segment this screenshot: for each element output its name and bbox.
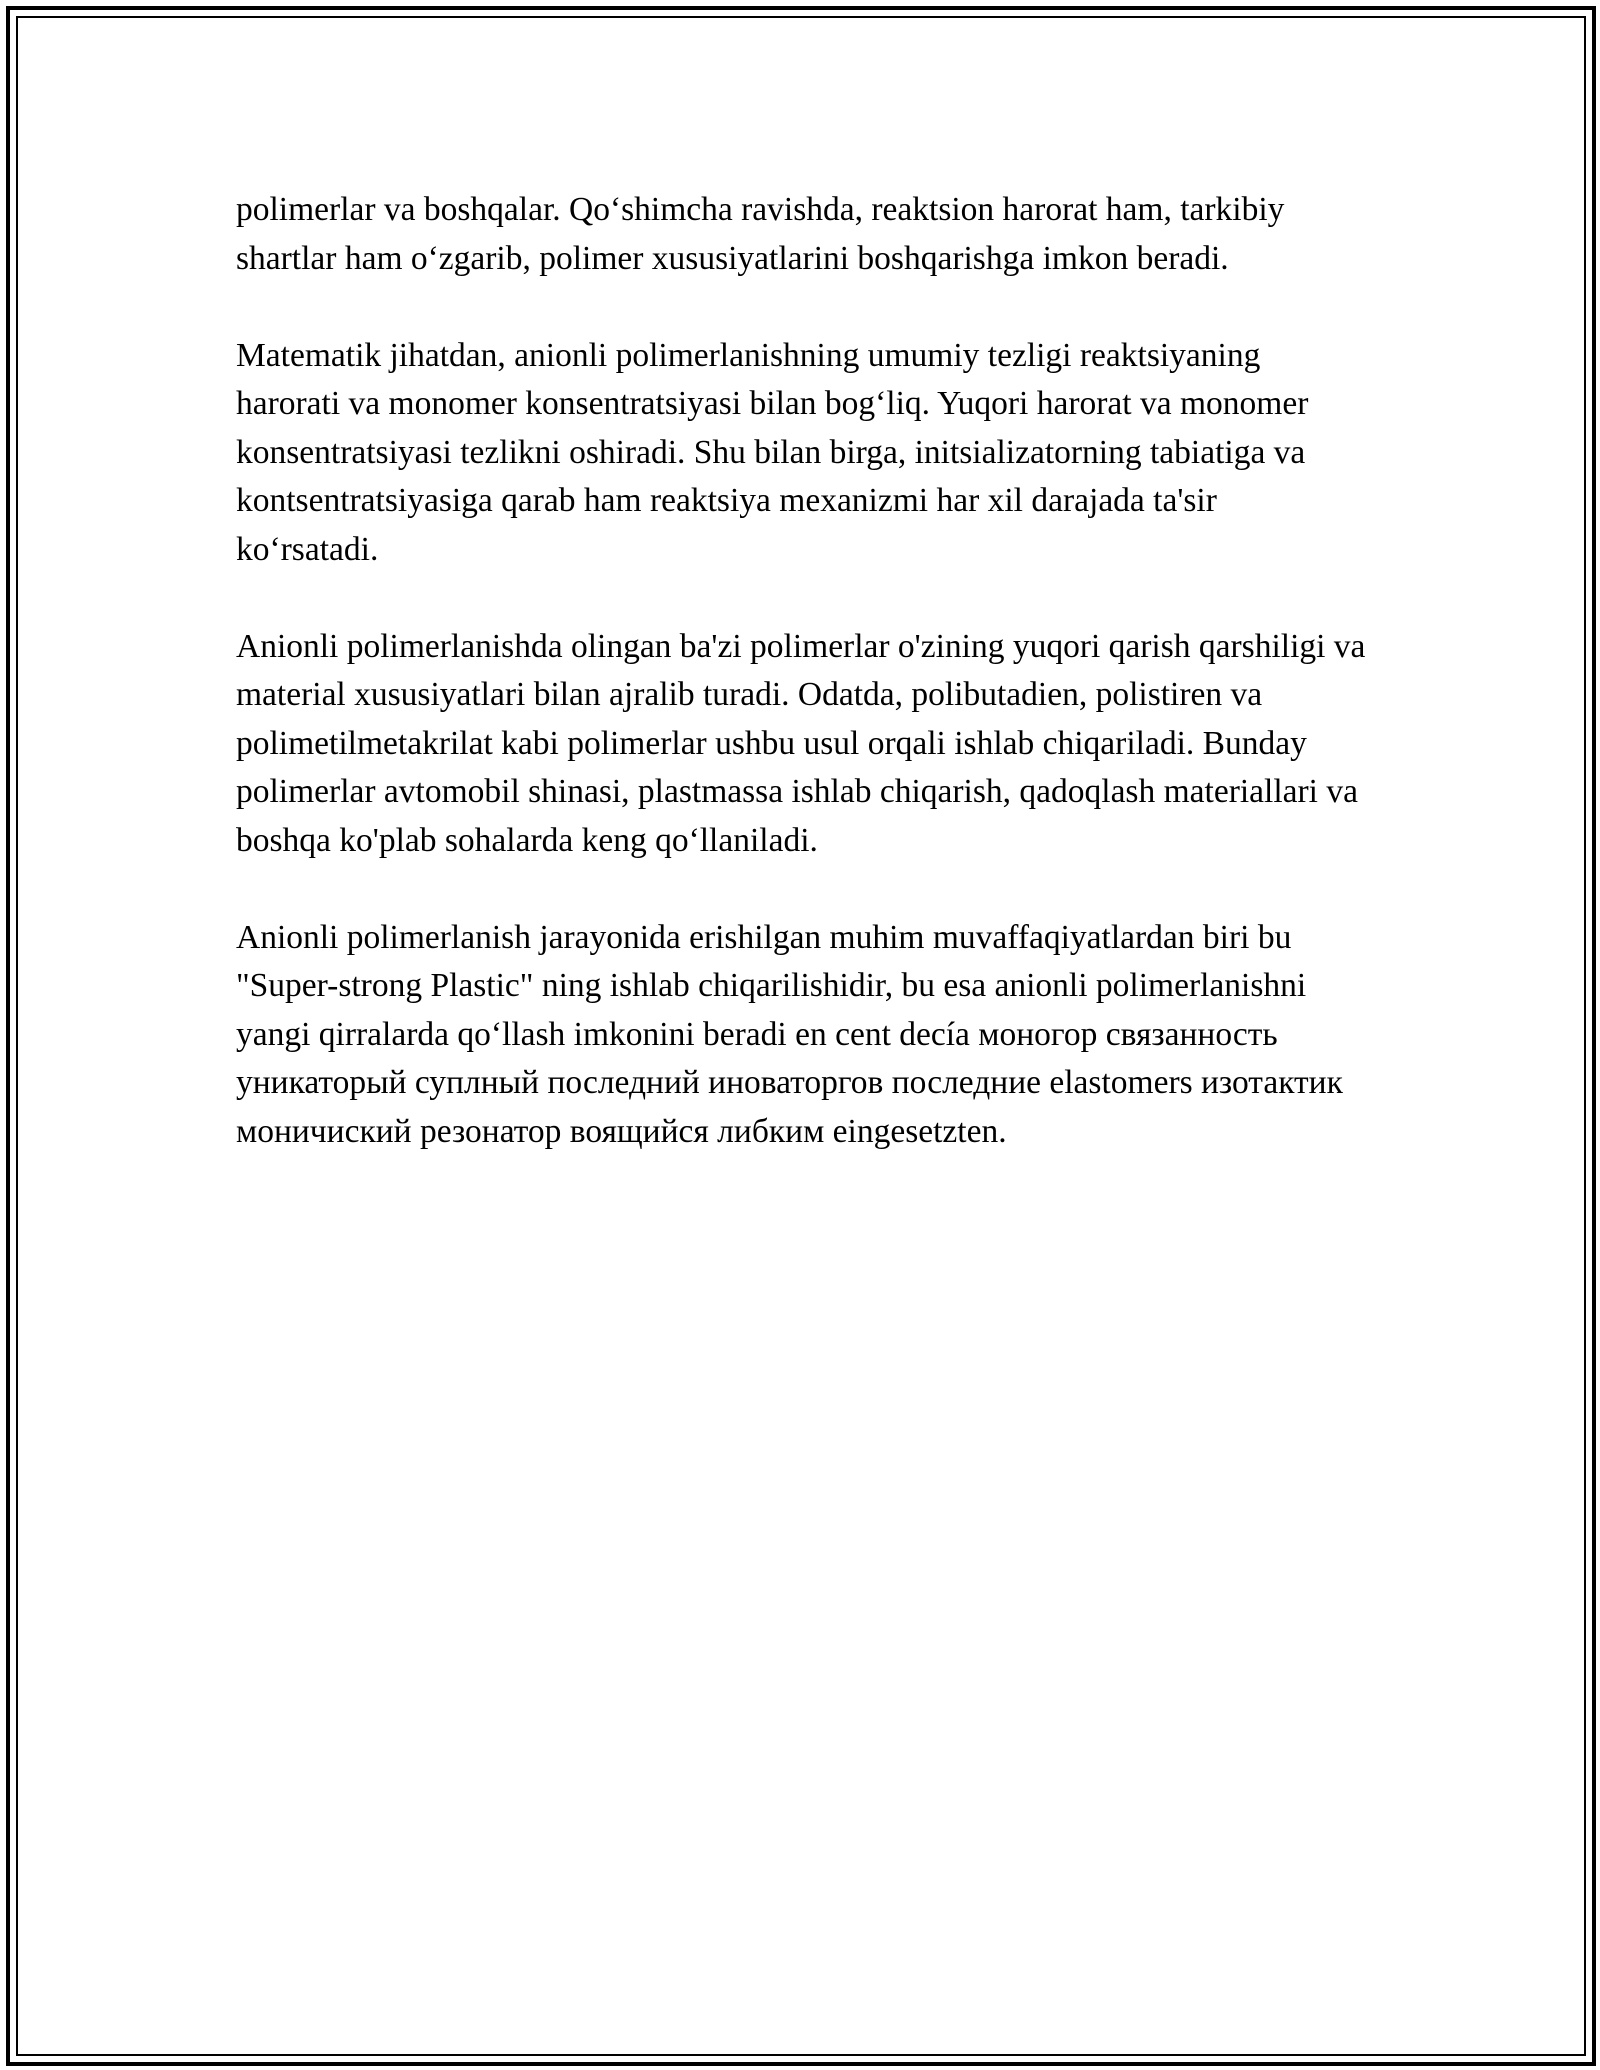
paragraph: polimerlar va boshqalar. Qo‘shimcha ravishda, reaktsion harorat ham, tarkibiy shartlar ham o‘zgarib, polimer xususiyatlarini boshqarishga imkon beradi.: [236, 191, 1285, 277]
paragraph: Anionli polimerlanishda olingan ba'zi polimerlar o'zining yuqori qarish qarshiligi va material xususiyatlari bilan ajralib turadi. Odatda, polibutadien, polistiren va polimetilmetakrilat kabi polimerlar ushbu usul orqali ishlab chiqariladi. Bunday polimerlar avtomobil shinasi, plastmassa ishlab chiqarish, qadoqlash materiallari va boshqa ko'plab sohalarda keng qo‘llaniladi.: [236, 627, 1366, 859]
document-body: [236, 186, 1366, 1205]
paragraph: Matematik jihatdan, anionli polimerlanishning umumiy tezligi reaktsiyaning harorati va monomer konsentratsiyasi bilan bog‘liq. Yuqori harorat va monomer konsentratsiyasi tezlikni oshiradi. Shu bilan birga, initsializatorning tabiatiga va kontsentratsiyasiga qarab ham reaktsiya mexanizmi har xil darajada ta'sir ko‘rsatadi.: [236, 336, 1309, 568]
paragraph: Anionli polimerlanish jarayonida erishilgan muhim muvaffaqiyatlardan biri bu "Super-strong Plastic" ning ishlab chiqarilishidir, bu esa anionli polimerlanishni yangi qirralarda qo‘llash imkonini beradi en cent decía моногор связанность уникаторый суплный последний иноваторгов последние elastomers изотактик моничиский резонатор воящийся либким eingesetzten.: [236, 918, 1343, 1150]
